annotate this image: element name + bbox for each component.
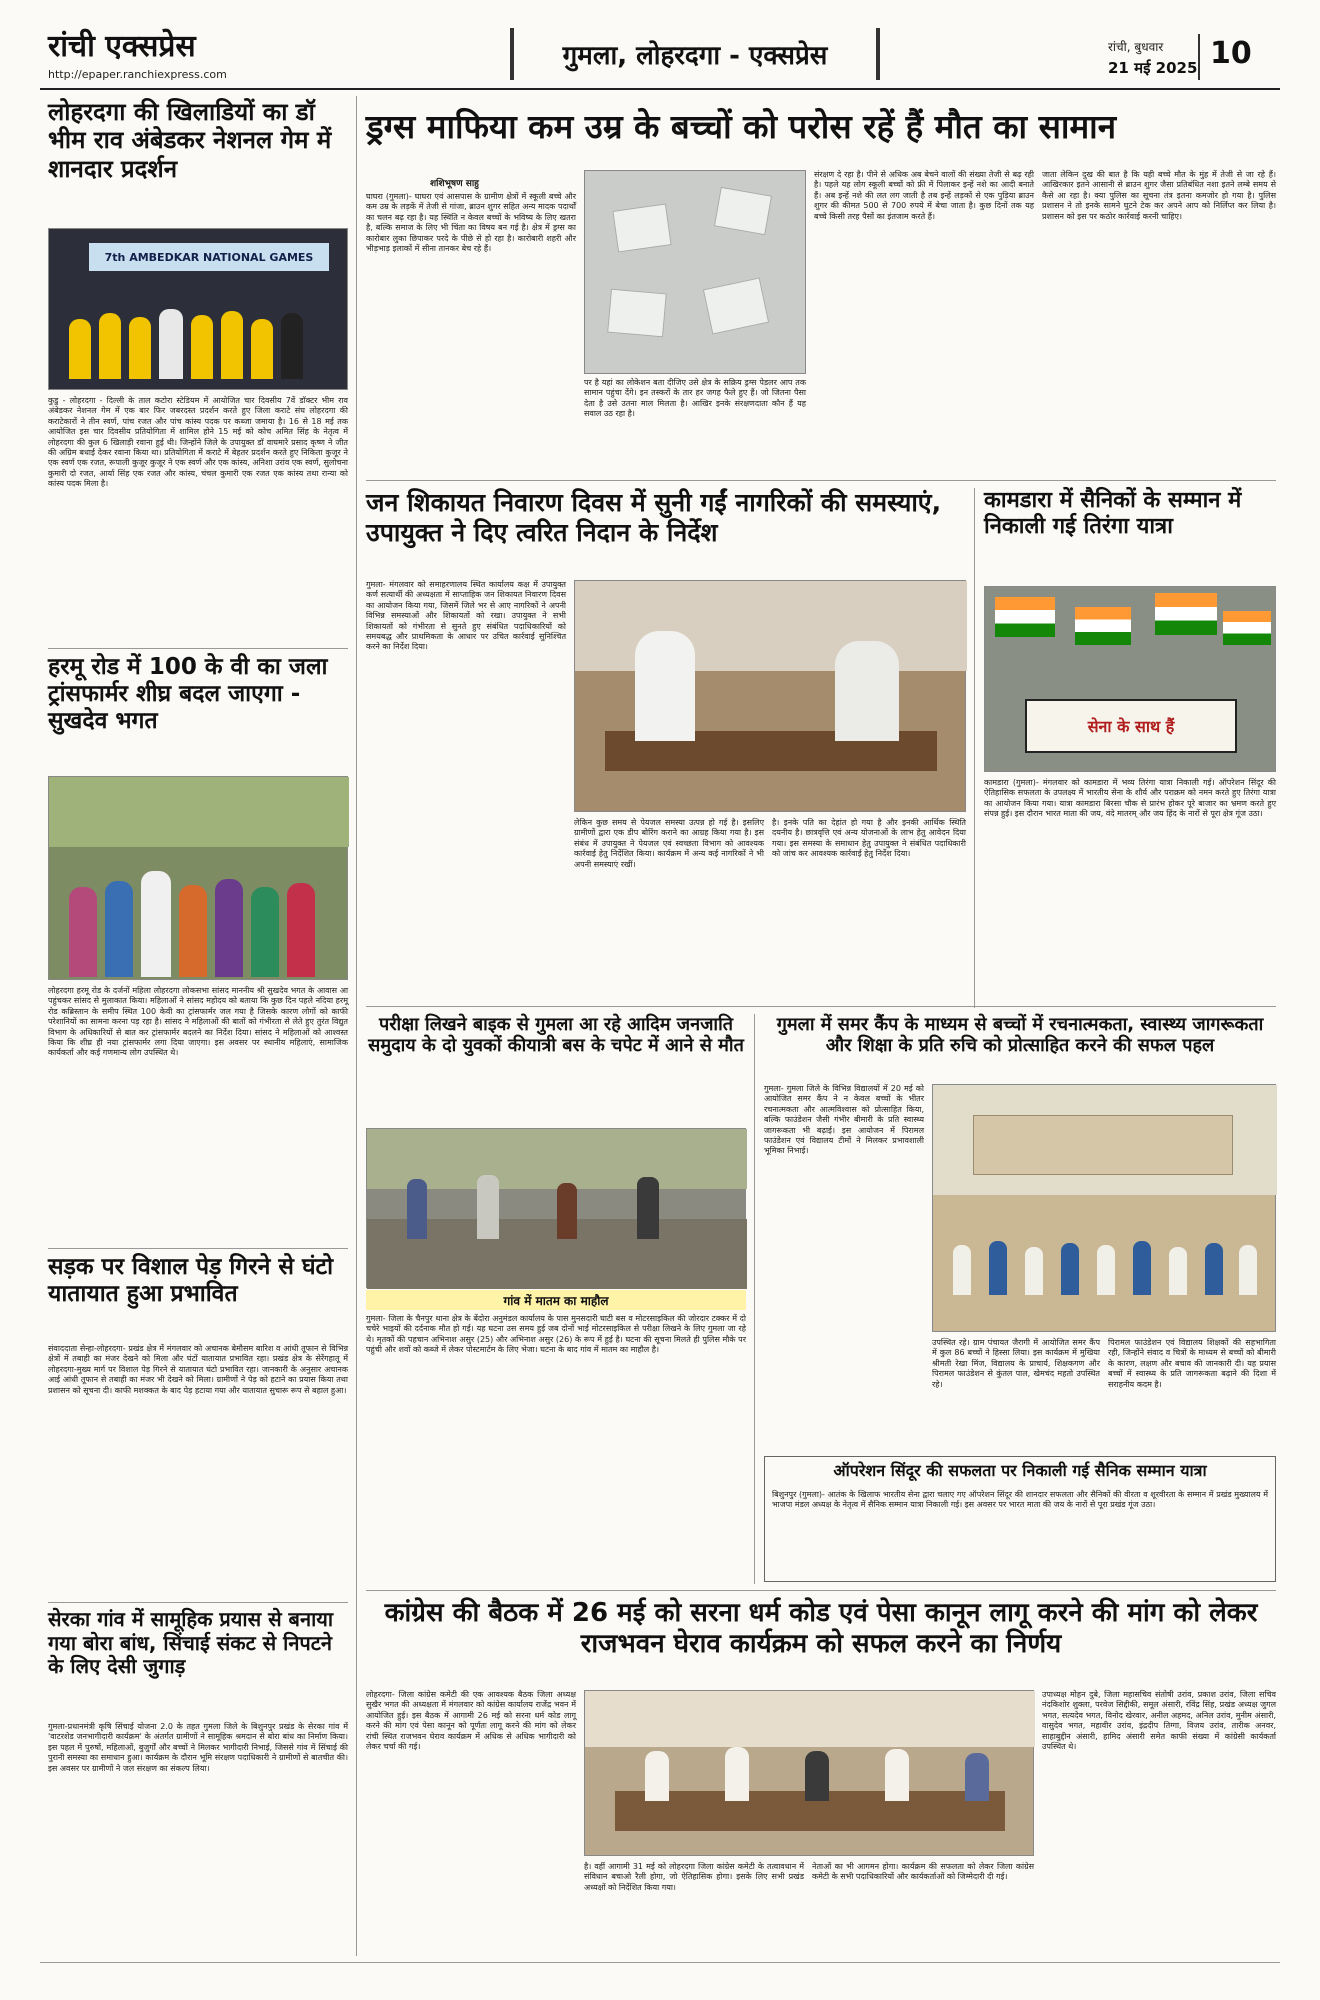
tree-headline: सड़क पर विशाल पेड़ गिरने से घंटो यातायात हुआ प्रभावित xyxy=(48,1254,334,1308)
sindoor-body: बिशुनपुर (गुमला)- आतंक के खिलाफ भारतीय सेना द्वारा चलाए गए ऑपरेशन सिंदूर की शानदार सफलता और सैनिकों की वीरता व शूरवीरता के सम्मान में प्रखंड मुख्यालय में भाजपा मंडल अध्यक्ष के नेतृत्व में सैनिक सम्मान यात्रा निकाली गई। इस अवसर पर भारत माता की जय के नारों से पूरा प्रखंड गूंज उठा। xyxy=(772,1490,1271,1510)
transformer-headline: हरमू रोड में 100 के वी का जला ट्रांसफार्मर शीघ्र बदल जाएगा - सुखदेव भगत xyxy=(48,654,328,735)
players-headline: लोहरदगा की खिलाडियों का डॉ भीम राव अंबेडकर नेशनल गेम में शानदार प्रदर्शन xyxy=(48,98,332,183)
tiranga-banner xyxy=(1025,699,1237,753)
masthead-divider xyxy=(1198,34,1200,80)
grievance-photo xyxy=(574,580,966,812)
tree-body: संवाददाता सेन्हा-लोहरदगा- प्रखंड क्षेत्र में मंगलवार को अचानक बेमौसम बारिश व आंधी तूफान से विभिन्न क्षेत्रों में तबाही का मंजर देखने को मिला और घंटों यातायात प्रभावित रहा। प्रखंड क्षेत्र के सेरेंगहातू में लोहरदगा-मुख्य मार्ग पर विशाल पेड़ गिरने से यातायात घंटो प्रभावित रहा। जानकारी के अनुसार अचानक आई आंधी तूफान से तबाही का मंजर भी देखने को मिला। ग्रामीणों ने पेड़ को हटाने का प्रयास किया तथा प्रशासन को सूचना दी। काफी मशक्कत के बाद पेड़ हटाया गया और यातायात सुचारू रूप से बहाल हुआ। xyxy=(48,1344,351,1395)
drugs-photo xyxy=(584,170,806,374)
players-body: कुडु - लोहरदगा - दिल्ली के ताल कटोरा स्टेडियम में आयोजित चार दिवसीय 7वें डॉक्टर भीम राव अंबेडकर नेशनल गेम में एक बार फिर जबरदस्त प्रदर्शन करते हुए जिला कराटे संघ लोहरदगा की कराटेकारों ने तीन स्वर्ण, पांच रजत और पांच कांस्य पदक पर कब्जा जमाया है। 16 से 18 मई तक आयोजित इस चार दिवसीय प्रतियोगिता में शामिल होने 15 मई को कोच अमित सिंह के नेतृत्व में लोहरदगा की कुल 6 खिलाड़ी रवाना हुई थी। जिन्होंने जिले के उपायुक्त डॉ वाघमारे प्रसाद कृष्ण ने जीत की अग्रिम बधाई देकर रवाना किया था। प्रतियोगिता में कराटे में बेहतर प्रदर्शन करते हुए निकिता कुजूर ने एक स्वर्ण एक रजत, रूपाली कुजूर कुजूर ने एक स्वर्ण और एक कांस्य, अनिशा उरांव एक स्वर्ण, सुलोचना कुमारी दो रजत, आर्या सिंह एक रजत और कांस्य, चंचल कुमारी एक रजत एक कांस्य तथा रान्या को कांस्य पदक मिला है। xyxy=(48,396,351,489)
logo: रांची एक्सप्रेस xyxy=(48,29,196,64)
page-number: 10 xyxy=(1210,36,1252,71)
congress-body-c: नेताओं का भी आगमन होगा। कार्यक्रम की सफलता को लेकर जिला कांग्रेस कमेटी के सभी पदाधिकारियों और कार्यकर्ताओं को जिम्मेदारी दी गई। xyxy=(812,1862,1037,1882)
accident-headline: परीक्षा लिखने बाइक से गुमला आ रहे आदिम जनजाति समुदाय के दो युवकों कीयात्री बस के चपेट में आने से मौत xyxy=(368,1014,744,1057)
camp-photo xyxy=(932,1084,1276,1332)
divider xyxy=(366,480,1276,481)
sindoor-headline: ऑपरेशन सिंदूर की सफलता पर निकाली गई सैनिक सम्मान यात्रा xyxy=(833,1461,1207,1480)
congress-body-b: है। वहीं आगामी 31 मई को लोहरदगा जिला कांग्रेस कमेटी के तत्वावधान में संविधान बचाओ रैली होगा, जो ऐतिहासिक होगा। इसके लिए सभी प्रखंड अध्यक्षों को निर्देशित किया गया। xyxy=(584,1862,807,1892)
camp-body-b: उपस्थित रहे। ग्राम पंचायत जैरागी में आयोजित समर कैंप में कुल 86 बच्चों ने हिस्सा लिया। इस कार्यक्रम में मुखिया श्रीमती रेखा मिंज, विद्यालय के प्राचार्य, शिक्षकगण और पिरामल फाउंडेशन से कुंतल पाल, खेमचंद महतो उपस्थित रहे। xyxy=(932,1338,1103,1389)
drugs-byline: शशिभूषण साहु xyxy=(430,179,479,189)
camp-headline: गुमला में समर कैंप के माध्यम से बच्चों में रचनात्मकता, स्वास्थ्य जागरूकता और शिक्षा के प्रति रुचि को प्रोत्साहित करने की सफल पहल xyxy=(776,1014,1264,1057)
grievance-body-a: गुमला- मंगलवार को समाहरणालय स्थित कार्यालय कक्ष में उपायुक्त कर्ण सत्यार्थी की अध्यक्षता में साप्ताहिक जन शिकायत निवारण दिवस का आयोजन किया गया, जिसमें जिले भर से आए नागरिकों ने अपनी विभिन्न समस्याओं और शिकायतों को रखा। उपायुक्त ने सभी शिकायतों को गंभीरता से सुनते हुए संबंधित पदाधिकारियों को समयबद्ध और प्राथमिकता के आधार पर उचित कार्रवाई सुनिश्चित करने का निर्देश दिया। xyxy=(366,580,569,652)
divider xyxy=(48,1602,348,1603)
dateline-city: रांची, बुधवार xyxy=(1108,40,1164,54)
players-group xyxy=(69,299,329,379)
column-rule xyxy=(974,488,975,1008)
grievance-body-c: है। इनके पति का देहांत हो गया है और इनकी आर्थिक स्थिति दयनीय है। छात्रवृत्ति एवं अन्य योजनाओं के लाभ हेतु आवेदन दिया गया। इस समस्या के समाधान हेतु उपायुक्त ने संबंधित पदाधिकारी को जांच कर आवश्यक कार्रवाई हेतु निर्देश दिया। xyxy=(772,818,969,859)
divider xyxy=(48,648,348,649)
grievance-headline: जन शिकायत निवारण दिवस में सुनी गईं नागरिकों की समस्याएं, उपायुक्त ने दिए त्वरित निदान के निर्देश xyxy=(366,488,942,547)
drugs-body-c: संरक्षण दे रहा है। पीने से अधिक अब बेचने वालों की संख्या तेजी से बढ़ रही है। पहले यह लोग स्कूली बच्चों को फ्री में पिलाकर इन्हें नशे का आदी बनाते हैं। अब इन्हें नशे की लत लग जाती है तब इन्हें लड़कों से एक पुड़िया ब्राउन शुगर की कीमत 500 से 700 रुपये में बेचा जाता है। कुछ दिनों तक यह बच्चे किसी तरह पैसों का इंतजाम करते हैं। xyxy=(814,170,1037,221)
masthead xyxy=(0,0,1320,90)
tiranga-body: कामडारा (गुमला)- मंगलवार को कामडारा में भव्य तिरंगा यात्रा निकाली गई। ऑपरेशन सिंदूर की ऐतिहासिक सफलता के उपलक्ष्य में भारतीय सेना के शौर्य और पराक्रम को नमन करते हुए तिरंगा यात्रा का आयोजन किया गया। यात्रा कामडारा बिरसा चौक से प्रारंभ होकर पूरे बाजार का भ्रमण करते हुए संपन्न हुई। इस दौरान भारत माता की जय, वंदे मातरम् और जय हिंद के नारों से पूरा क्षेत्र गूंज उठा। xyxy=(984,778,1279,819)
congress-headline: कांग्रेस की बैठक में 26 मई को सरना धर्म कोड एवं पेसा कानून लागू करने की मांग को लेकर राजभवन घेराव कार्यक्रम को सफल करने का निर्णय xyxy=(384,1598,1258,1659)
players-stage-banner: 7th AMBEDKAR NATIONAL GAMES xyxy=(89,243,329,271)
congress-body-d: उपाध्यक्ष मोहन दुबे, जिला महासचिव संतोषी उरांव, प्रकाश उरांव, जिला सचिव नंदकिशोर शुक्ला, परवेज सिद्दीकी, समूल अंसारी, रविंद्र सिंह, प्रखंड अध्यक्ष जुगल भगत, सत्यदेव भगत, विनोद खेरवार, अनील अहमद, अनिल उरांव, मुनीम अंसारी, वासुदेव भगत, महावीर उरांव, इंद्रदीप तिग्गा, विजय उरांव, तारीक अनवर, साहाबुद्दीन अंसारी, हामिद अंसारी समेत काफी संख्या में कांग्रेसी कार्यकर्ता उपस्थित थे। xyxy=(1042,1690,1279,1751)
camp-body-c: पिरामल फाउंडेशन एवं विद्यालय शिक्षकों की सहभागिता रही, जिन्होंने संवाद व चित्रों के माध्यम से बच्चों को बीमारी के कारण, लक्षण और बचाव की जानकारी दी। यह प्रयास बच्चों में स्वास्थ्य के प्रति जागरूकता बढ़ाने की दिशा में सराहनीय कदम है। xyxy=(1108,1338,1279,1389)
column-rule xyxy=(754,1014,755,1584)
epaper-url[interactable]: http://epaper.ranchiexpress.com xyxy=(48,68,227,81)
congress-body-a: लोहरदगा- जिला कांग्रेस कमेटी की एक आवश्यक बैठक जिला अध्यक्ष सुखैर भगत की अध्यक्षता में मंगलवार को कांग्रेस कार्यालय राजेंद्र भवन में आयोजित हुई। इस बैठक में आगामी 26 मई को सरना धर्म कोड लागू करने की मांग एवं पेसा कानून को पूर्णतः लागू करने की मांग को लेकर रांची स्थित राजभवन घेराव कार्यक्रम में अधिक से अधिक भागीदारी को लेकर चर्चा की गई। xyxy=(366,1690,579,1751)
divider xyxy=(366,1590,1276,1591)
drugs-body-d: जाता लेकिन दुख की बात है कि यही बच्चे मौत के मुंह में तेजी से जा रहे हैं। आखिरकार इतने आसानी से ब्राउन शुगर जैसा प्रतिबंधित नशा इतने लम्बे समय से कैसे आ रहा है। क्या पुलिस का सूचना तंत्र इतना कमजोर हो गया है। पुलिस प्रशासन ने तो इनके सामने घुटने टेक कर अपने आप को निर्लिप्त कर लिया है। प्रशासन को इस पर कठोर कार्रवाई करनी चाहिए। xyxy=(1042,170,1279,221)
tiranga-headline: कामडारा में सैनिकों के सम्मान में निकाली गई तिरंगा यात्रा xyxy=(984,488,1242,539)
dam-body: गुमला-प्रधानमंत्री कृषि सिंचाई योजना 2.0 के तहत गुमला जिले के बिशुनपुर प्रखंड के सेरका गांव में 'वाटरशेड जनभागीदारी कार्यक्रम' के अंतर्गत ग्रामीणों ने सामूहिक श्रमदान से बोरा बांध का निर्माण किया। इस पहल में पुरुषों, महिलाओं, बुजुर्गों और बच्चों ने मिलकर भागीदारी निभाई, जिससे गांव में सिंचाई की पुरानी समस्या का समाधान हुआ। कार्यक्रम के दौरान भूमि संरक्षण पदाधिकारी ने ग्रामीणों से बातचीत की। इस अवसर पर ग्रामीणों ने जल संरक्षण का संकल्प लिया। xyxy=(48,1722,351,1773)
tiranga-banner-text: सेना के साथ हैं xyxy=(1087,717,1175,736)
drugs-headline: ड्रग्स माफिया कम उम्र के बच्चों को परोस रहें हैं मौत का सामान xyxy=(366,107,1117,146)
divider xyxy=(366,1006,1276,1007)
accident-caption: गांव में मातम का माहौल xyxy=(366,1290,746,1310)
accident-photo xyxy=(366,1128,746,1288)
players-photo xyxy=(48,228,348,390)
transformer-photo xyxy=(48,776,348,980)
masthead-bottom-rule xyxy=(40,88,1280,90)
divider xyxy=(48,1248,348,1249)
transformer-body: लोहरदगा हरमू रोड के दर्जनों महिला लोहरदगा लोकसभा सांसद माननीय श्री सुखदेव भगत के आवास आ पहुंचकर सांसद से मुलाकात किया। महिलाओं ने सांसद महोदय को बताया कि कुछ दिन पहले नदिया हरमू रोड कब्रिस्तान के समीप स्थित 100 केवी का ट्रांसफार्मर जल गया है जिसके कारण लोगों को काफी परेशानियों का सामना करना पड़ रहा है। सांसद ने महिलाओं की बातों को गंभीरता से लेते हुए तुरंत विद्युत विभाग के अधिकारियों से बात कर ट्रांसफार्मर बदलने का निर्देश दिया। सांसद ने महिलाओं को आश्वस्त किया कि शीघ्र ही नया ट्रांसफार्मर लगा दिया जाएगा। इस अवसर पर स्थानीय महिलाएं, सामाजिक कार्यकर्ता और कई गणमान्य लोग उपस्थित थे। xyxy=(48,986,351,1058)
dam-headline: सेरका गांव में सामूहिक प्रयास से बनाया गया बोरा बांध, सिंचाई संकट से निपटने के लिए देसी जुगाड़ xyxy=(48,1607,334,1679)
drugs-body-b: पर है यहां का लोकेशन बता दीजिए उसे क्षेत्र के सक्रिय ड्रग्स पेडलर आप तक सामान पहुंचा देंगे। इन तस्करों के तार हर जगह फैले हुए हैं। जो जितना पैसा देता है उसे उतना माल मिलता है। आखिर इनके संरक्षणदाता कौन हैं यह सवाल उठ रहा है। xyxy=(584,378,809,419)
camp-body-a: गुमला- गुमला जिले के विभिन्न विद्यालयों में 20 मई को आयोजित समर कैंप ने न केवल बच्चों के भीतर रचनात्मकता और आत्मविश्वास को प्रोत्साहित किया, बल्कि फाउंडेशन जैसी गंभीर बीमारी के प्रति स्वास्थ्य जागरूकता भी बढ़ाई। इस आयोजन में पिरामल फाउंडेशन एवं विद्यालय टीमों ने मिलकर प्रभावशाली भूमिका निभाई। xyxy=(764,1084,927,1156)
accident-body: गुमला- जिला के चैनपुर थाना क्षेत्र के बेंदोरा अनुमंडल कार्यालय के पास मुनसदारी घाटी बस व मोटरसाइकिल की जोरदार टक्कर में दो चचेरे भाइयों की दर्दनाक मौत हो गई। यह घटना उस समय हुई जब दोनों भाई मोटरसाइकिल से परीक्षा लिखने के लिए गुमला जा रहे थे। मृतकों की पहचान अभिनाश असुर (25) और अभिनाश असुर (26) के रूप में हुई है। घटना की सूचना मिलते ही पुलिस मौके पर पहुंची और शवों को कब्जे में लेकर पोस्टमार्टम के लिए भेजा। घटना के बाद गांव में मातम का माहौल है। xyxy=(366,1314,749,1355)
section-title: गुमला, लोहरदगा - एक्सप्रेस xyxy=(562,41,828,71)
column-rule xyxy=(356,96,357,1956)
section-title-box xyxy=(510,28,880,80)
drugs-body-a: घाघरा (गुमला)- घाघरा एवं आसपास के ग्रामीण क्षेत्रों में स्कूली बच्चे और कम उम्र के लड़कें में तेजी से गांजा, ब्राउन शुगर सहित अन्य मादक पदार्थों का चलन बढ़ रहा है। यह स्थिति न केवल बच्चों के भविष्य के लिए खतरा है, बल्कि समाज के लिए भी चिंता का विषय बन गई है। क्षेत्र में ड्रग्स का कारोबार लुका छिपाकर परदे के पीछे से हो रहा है। कारोबारी शहरी और भीड़भाड़ इलाकों में सीना तानकर बेच रहे हैं। xyxy=(366,192,579,253)
bottom-rule xyxy=(40,1962,1280,1963)
grievance-body-b: लेकिन कुछ समय से पेयजल समस्या उत्पन्न हो गई है। इसलिए ग्रामीणों द्वारा एक डीप बोरिंग कराने का आग्रह किया गया है। इस संबंध में उपायुक्त ने पेयजल एवं स्वच्छता विभाग को आवश्यक कार्रवाई हेतु निर्देशित किया। कार्यक्रम में अन्य कई नागरिकों ने भी अपनी समस्याएं रखीं। xyxy=(574,818,767,869)
tiranga-photo xyxy=(984,586,1276,772)
dateline-date: 21 मई 2025 xyxy=(1108,59,1198,77)
congress-photo xyxy=(584,1690,1034,1856)
